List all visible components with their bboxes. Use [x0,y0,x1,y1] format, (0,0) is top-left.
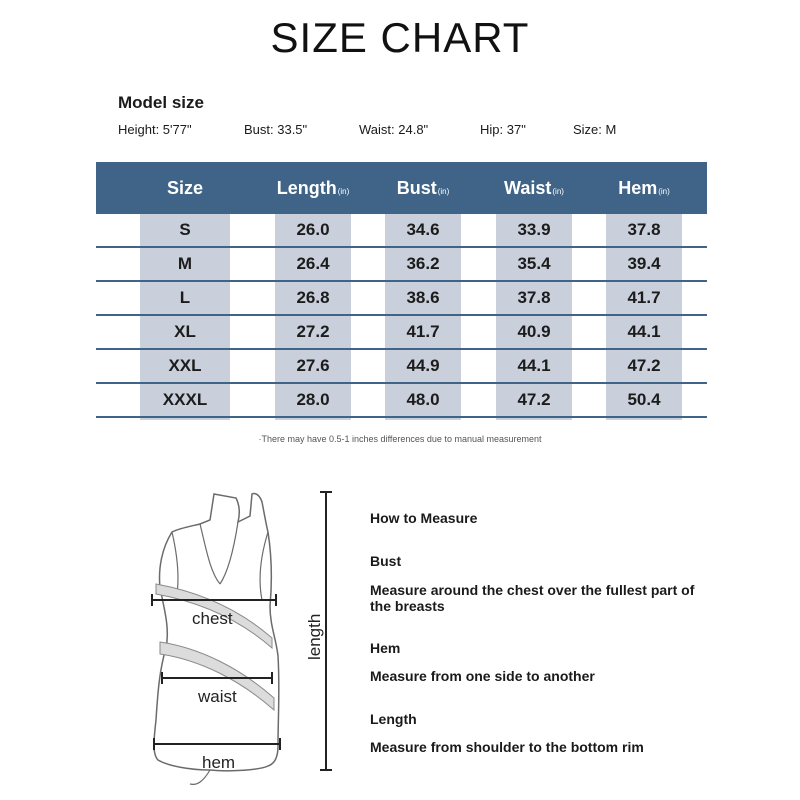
cell-length: 27.2 [296,322,330,341]
cell-bust: 44.9 [406,356,440,375]
cell-size: XXL [168,356,202,375]
model-size: Size: M [573,122,617,137]
table-row [96,316,707,350]
row-divider [96,416,707,418]
model-measurements [118,122,678,140]
cell-waist: 37.8 [517,288,551,307]
header-label: Hem [618,178,658,198]
model-bust: Bust: 33.5" [244,122,308,137]
model-height: Height: 5'77" [118,122,192,137]
cell-bust: 48.0 [406,390,440,409]
cell-length: 28.0 [296,390,330,409]
header-length [258,162,368,214]
cell-size: S [179,220,191,239]
cell-bust: 38.6 [406,288,440,307]
measurement-note: ·There may have 0.5-1 inches differences due to manual measurement [258,434,542,444]
header-unit: (in) [437,187,450,196]
model-waist: Waist: 24.8" [359,122,429,137]
header-label: Length [276,178,337,198]
hem-edge [190,770,210,784]
header-unit: (in) [658,187,670,196]
length-title: Length [370,711,417,727]
waist-label: waist [198,687,237,706]
cell-bust: 36.2 [406,254,440,273]
table-row [96,214,707,248]
header-unit: (in) [552,187,564,196]
vest-measure-diagram [140,488,350,788]
header-label: Size [166,178,204,198]
cell-bust: 34.6 [406,220,440,239]
cell-hem: 37.8 [627,220,661,239]
table-row [96,282,707,316]
header-label: Waist [504,178,552,198]
header-waist [479,162,589,214]
cell-length: 26.8 [296,288,330,307]
cell-size: L [179,288,191,307]
header-unit: (in) [337,187,350,196]
length-description: Measure from shoulder to the bottom rim [370,739,644,755]
header-label: Bust [396,178,437,198]
header-bust [368,162,478,214]
cell-size: XL [174,322,196,341]
cell-waist: 33.9 [517,220,551,239]
cell-size: XXXL [162,390,208,409]
bust-title: Bust [370,553,402,569]
hem-description: Measure from one side to another [370,668,595,684]
chest-label: chest [192,609,233,628]
model-size-heading: Model size [118,93,204,112]
length-label: length [305,613,324,660]
cell-waist: 35.4 [517,254,551,273]
hem-title: Hem [370,640,401,656]
cell-waist: 44.1 [517,356,551,375]
model-hip: Hip: 37" [480,122,526,137]
page-title: SIZE CHART [270,14,530,61]
cell-length: 26.0 [296,220,330,239]
cell-hem: 47.2 [627,356,661,375]
header-hem [589,162,699,214]
cell-waist: 40.9 [517,322,551,341]
cell-length: 26.4 [296,254,330,273]
hem-label: hem [202,753,236,772]
cell-hem: 50.4 [627,390,661,409]
size-chart-table [96,162,707,424]
vest-illustration [140,488,350,788]
cell-hem: 39.4 [627,254,661,273]
how-to-measure-heading: How to Measure [370,510,478,526]
cell-hem: 44.1 [627,322,661,341]
bust-description: Measure around the chest over the fullest part of the breasts [370,582,695,614]
cell-bust: 41.7 [406,322,440,341]
header-size [140,162,230,214]
table-row [96,350,707,384]
cell-waist: 47.2 [517,390,551,409]
table-row [96,384,707,418]
cell-size: M [177,254,193,273]
table-row [96,248,707,282]
cell-hem: 41.7 [627,288,661,307]
cell-length: 27.6 [296,356,330,375]
